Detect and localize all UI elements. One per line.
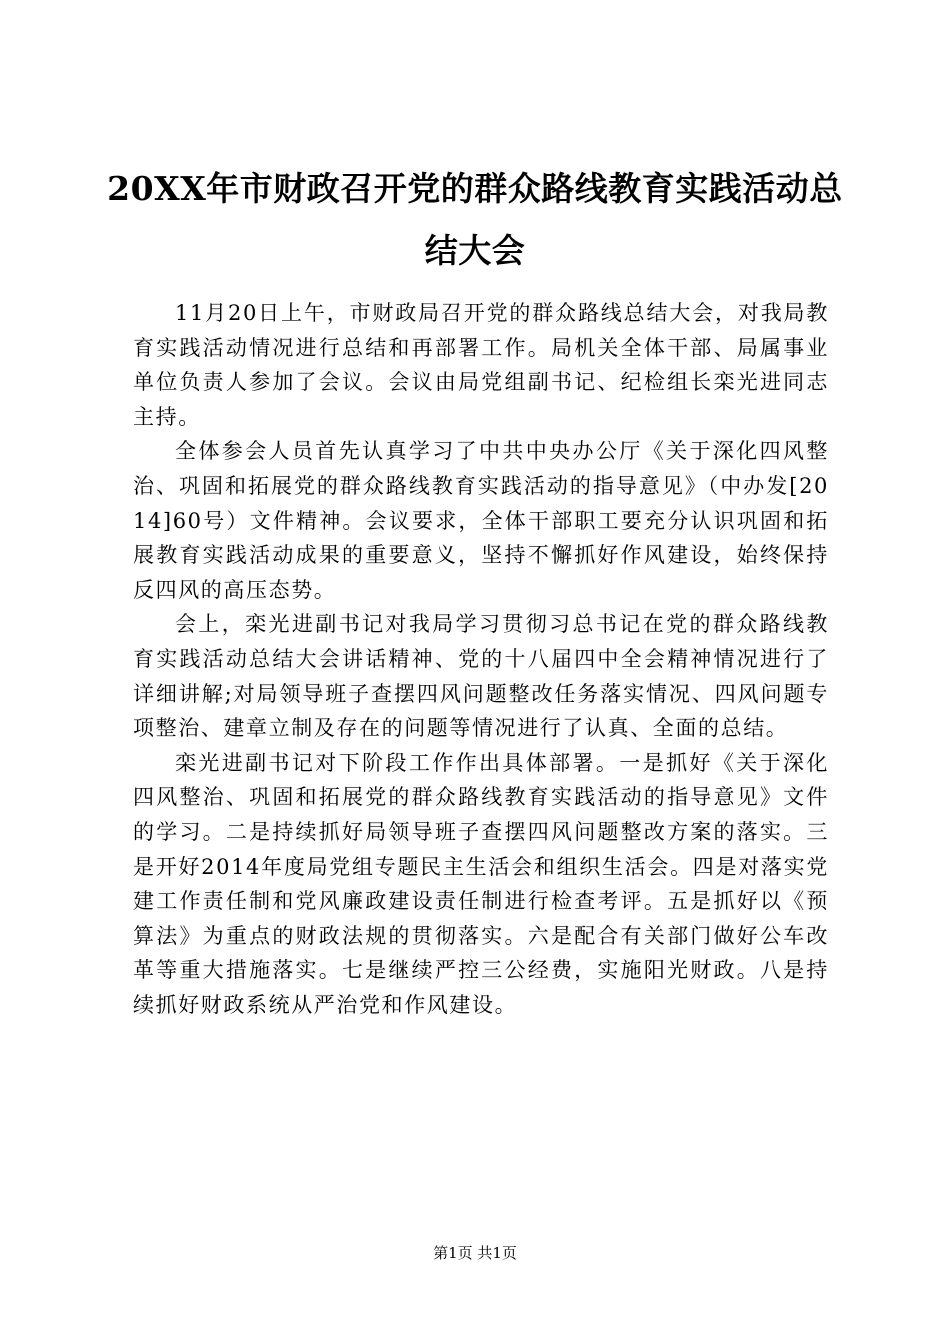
page-footer: 第1页 共1页 xyxy=(433,1244,517,1262)
paragraph-4: 栾光进副书记对下阶段工作作出具体部署。一是抓好《关于深化四风整治、巩固和拓展党的群众路线教育实践活动的指导意见》文件的学习。二是持续抓好局领导班子查摆四风问题整改方案的落实。三是开好2014年度局党组专题民主生活会和组织生活会。四是对落实党建工作责任制和党风廉政建设责任制进行检查考评。五是抓好以《预算法》为重点的财政法规的贯彻落实。六是配合有关部门做好公车改革等重大措施落实。七是继续严控三公经费，实施阳光财政。八是持续抓好财政系统从严治党和作风建设。 xyxy=(133,750,829,1017)
paragraph-3: 会上，栾光进副书记对我局学习贯彻习总书记在党的群众路线教育实践活动总结大会讲话精神、党的十八届四中全会精神情况进行了详细讲解;对局领导班子查摆四风问题整改任务落实情况、四风问题专项整治、建章立制及存在的问题等情况进行了认真、全面的总结。 xyxy=(133,612,829,741)
document-body xyxy=(133,296,829,1022)
paragraph-2: 全体参会人员首先认真学习了中共中央办公厅《关于深化四风整治、巩固和拓展党的群众路线教育实践活动的指导意见》（中办发[2014]60号）文件精神。会议要求，全体干部职工要充分认识巩固和拓展教育实践活动成果的重要意义，坚持不懈抓好作风建设，始终保持反四风的高压态势。 xyxy=(133,439,829,602)
document-title: 20XX年市财政召开党的群众路线教育实践活动总结大会 xyxy=(107,169,843,270)
paragraph-1: 11月20日上午，市财政局召开党的群众路线总结大会，对我局教育实践活动情况进行总结和再部署工作。局机关全体干部、局属事业单位负责人参加了会议。会议由局党组副书记、纪检组长栾光进同志主持。 xyxy=(133,301,829,429)
